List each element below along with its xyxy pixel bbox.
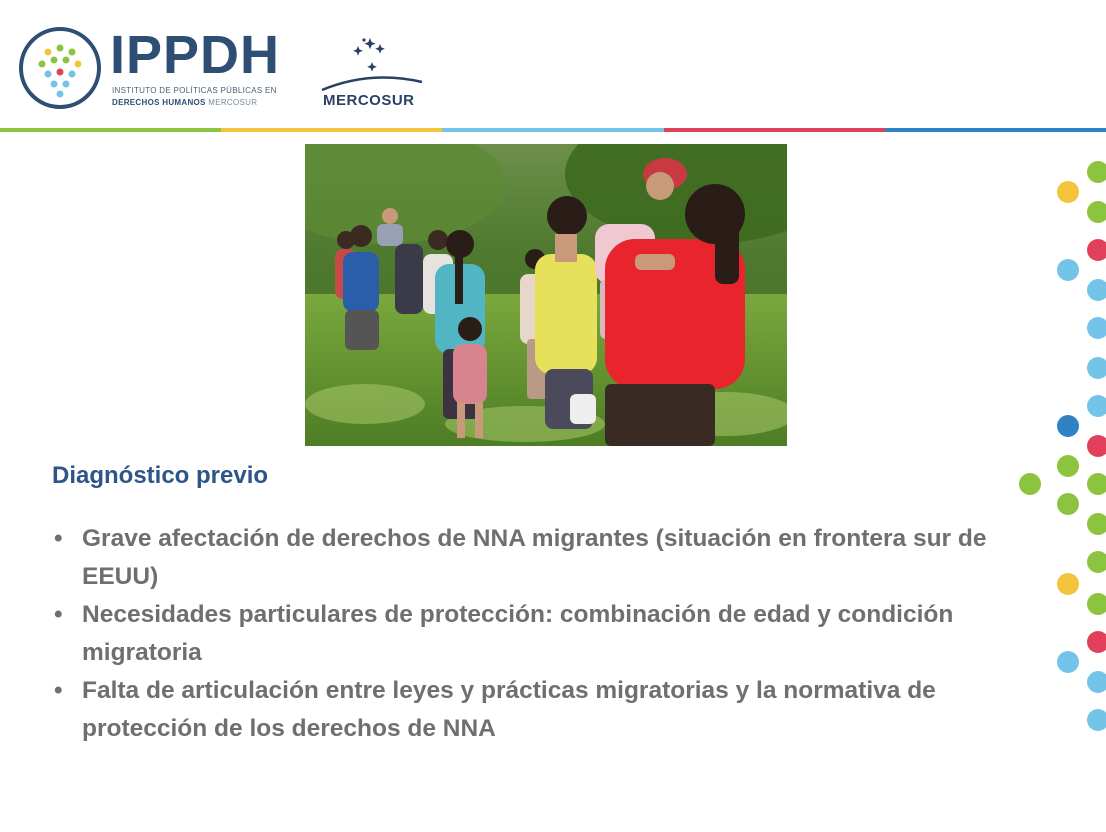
bullet-marker: •: [54, 601, 63, 628]
bullet-text: Grave afectación de derechos de NNA migrantes (situación en frontera sur de EEUU): [82, 525, 987, 590]
bullet-item: [52, 596, 1002, 672]
color-bar-segment: [0, 128, 221, 132]
mercosur-logo: [318, 30, 428, 114]
slide-content: [52, 462, 1002, 748]
ippdh-logo-icon: [18, 26, 102, 110]
color-bar-segment: [664, 128, 885, 132]
header-color-bar: [0, 128, 1106, 132]
color-bar-segment: [221, 128, 442, 132]
migrants-photo: [305, 144, 787, 446]
logo-subtitle-line1: INSTITUTO DE POLÍTICAS PÚBLICAS EN: [112, 86, 277, 95]
logo-subtitle-bold: DERECHOS HUMANOS: [112, 98, 206, 107]
slide-header: [0, 0, 1106, 133]
bullet-item: [52, 672, 1002, 748]
bullet-list: [52, 520, 1002, 748]
bullet-marker: •: [54, 677, 63, 704]
logo-title: IPPDH: [110, 25, 281, 85]
mercosur-logo-text: MERCOSUR: [323, 92, 415, 109]
color-bar-segment: [442, 128, 663, 132]
logo-subtitle-light: MERCOSUR: [208, 98, 258, 107]
decorative-dots: [1010, 150, 1106, 750]
bullet-marker: •: [54, 525, 63, 552]
color-bar-segment: [885, 128, 1106, 132]
mercosur-stars-icon: [318, 30, 428, 92]
bullet-text: Falta de articulación entre leyes y prácticas migratorias y la normativa de protección de los derechos de NNA: [82, 677, 936, 742]
ippdh-logo: [18, 22, 288, 118]
section-heading: Diagnóstico previo: [52, 462, 269, 489]
bullet-item: [52, 520, 1002, 596]
bullet-text: Necesidades particulares de protección: combinación de edad y condición migratoria: [82, 601, 954, 666]
logo-subtitle-line2: [112, 98, 257, 107]
